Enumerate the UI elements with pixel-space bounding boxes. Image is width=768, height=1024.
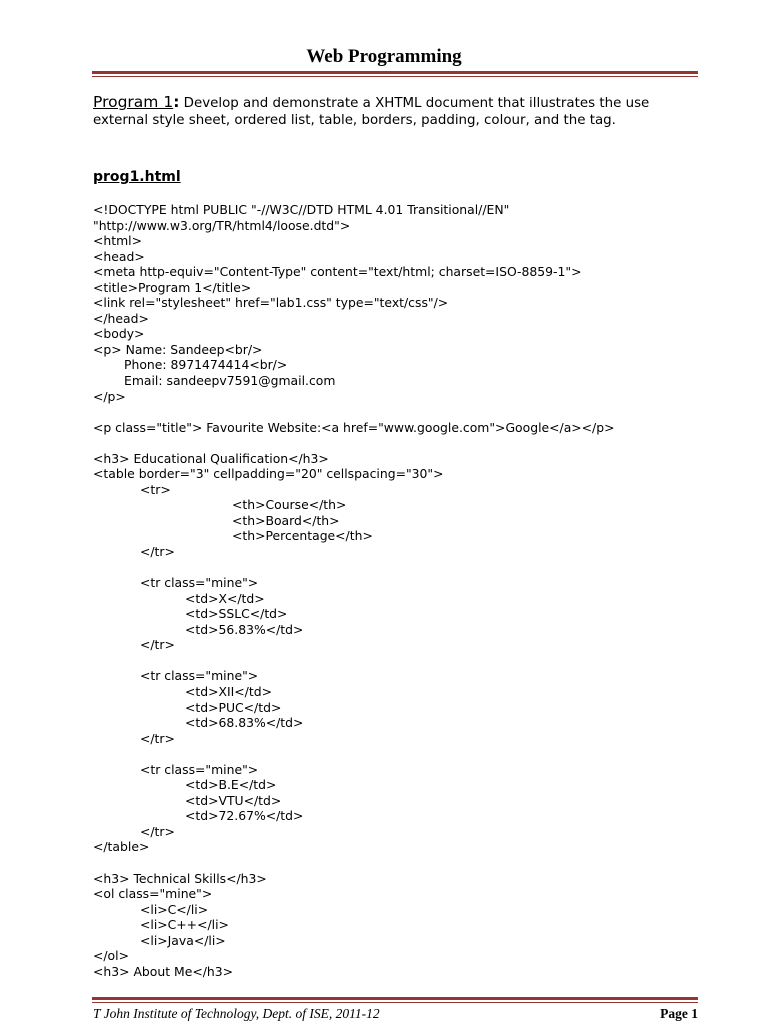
code-line: </table> xyxy=(93,839,150,855)
code-line: "http://www.w3.org/TR/html4/loose.dtd"> xyxy=(93,217,351,233)
code-line: </tr> xyxy=(140,823,175,839)
code-line xyxy=(93,653,703,669)
code-line: <title>Program 1</title> xyxy=(93,279,252,295)
code-line: </head> xyxy=(93,310,149,326)
code-line: <table border="3" cellpadding="20" cellspacing="30"> xyxy=(93,466,444,482)
header-rule xyxy=(92,71,698,77)
code-line: <html> xyxy=(93,233,142,249)
code-line: <td>72.67%</td> xyxy=(185,808,304,824)
code-line: <p> Name: Sandeep<br/> xyxy=(93,341,263,357)
footer-rule xyxy=(92,997,698,1003)
program-description-text: Develop and demonstrate a XHTML document that illustrates the use external style sheet, ordered list, table, borders, padding, colour, and the tag. xyxy=(93,96,650,128)
code-line: Email: sandeepv7591@gmail.com xyxy=(124,373,336,389)
code-line xyxy=(93,560,703,576)
program-label: Program 1 xyxy=(93,93,174,111)
code-line: </tr> xyxy=(140,730,175,746)
code-line: <h3> Educational Qualification</h3> xyxy=(93,450,329,466)
code-line: <h3> About Me</h3> xyxy=(93,963,233,979)
code-line: <th>Course</th> xyxy=(232,497,347,513)
code-line: <td>68.83%</td> xyxy=(185,715,304,731)
code-line: <head> xyxy=(93,248,145,264)
code-line: <td>SSLC</td> xyxy=(185,606,288,622)
code-line: <link rel="stylesheet" href="lab1.css" type="text/css"/> xyxy=(93,295,449,311)
code-line: <td>XII</td> xyxy=(185,683,272,699)
code-line: <th>Board</th> xyxy=(232,512,340,528)
code-line: <tr class="mine"> xyxy=(140,668,259,684)
code-line: <tr class="mine"> xyxy=(140,575,259,591)
code-line xyxy=(93,404,703,420)
file-heading: prog1.html xyxy=(93,169,181,185)
code-line: <!DOCTYPE html PUBLIC "-//W3C//DTD HTML 4.01 Transitional//EN" xyxy=(93,202,510,217)
code-listing xyxy=(93,202,703,979)
program-description xyxy=(93,94,703,129)
page-number: Page 1 xyxy=(660,1006,698,1021)
code-line: Phone: 8971474414<br/> xyxy=(124,357,288,373)
code-line: <td>B.E</td> xyxy=(185,777,277,793)
code-line xyxy=(93,746,703,762)
footer-institution: T John Institute of Technology, Dept. of ISE, 2011-12 xyxy=(93,1006,380,1021)
code-line: <td>VTU</td> xyxy=(185,792,282,808)
code-line: <li>C</li> xyxy=(140,901,209,917)
code-line: <td>56.83%</td> xyxy=(185,621,304,637)
code-line: <body> xyxy=(93,326,145,342)
code-line: <th>Percentage</th> xyxy=(232,528,373,544)
code-line: <li>Java</li> xyxy=(140,932,226,948)
code-line: <meta http-equiv="Content-Type" content="text/html; charset=ISO-8859-1"> xyxy=(93,264,582,280)
code-line: <tr class="mine"> xyxy=(140,761,259,777)
code-line: </ol> xyxy=(93,948,129,964)
code-line: <td>X</td> xyxy=(185,590,265,606)
code-line: <ol class="mine"> xyxy=(93,886,213,902)
code-line: <li>C++</li> xyxy=(140,917,229,933)
code-line: <h3> Technical Skills</h3> xyxy=(93,870,267,886)
code-line xyxy=(93,855,703,871)
code-line: </p> xyxy=(93,388,126,404)
code-line: <p class="title"> Favourite Website:<a href="www.google.com">Google</a></p> xyxy=(93,419,615,435)
program-label-colon: : xyxy=(173,93,180,111)
code-line: </tr> xyxy=(140,637,175,653)
page-header-title: Web Programming xyxy=(306,46,462,67)
code-line: <tr> xyxy=(140,481,171,497)
code-line xyxy=(93,435,703,451)
code-line: </tr> xyxy=(140,544,175,560)
code-line: <td>PUC</td> xyxy=(185,699,282,715)
